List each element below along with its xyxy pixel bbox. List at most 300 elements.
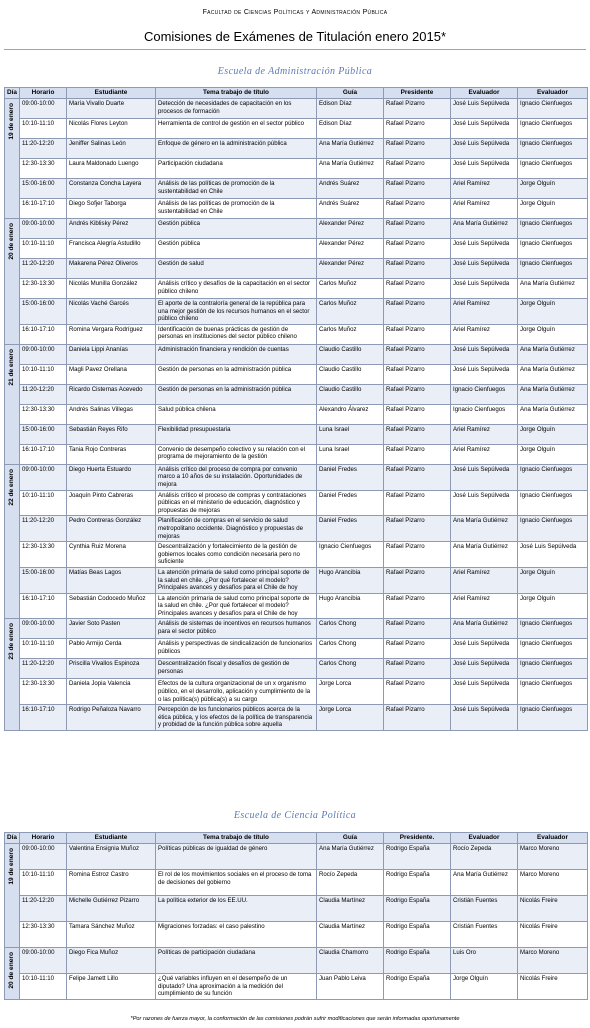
president-cell: Rodrigo España bbox=[384, 974, 451, 1000]
topic-cell: Detección de necesidades de capacitación en los procesos de formación bbox=[156, 99, 317, 119]
table-row bbox=[5, 490, 588, 516]
evaluator-1-cell: José Luis Sepúlveda bbox=[451, 659, 518, 679]
evaluator-2-cell: Ignacio Cienfuegos bbox=[518, 464, 588, 490]
time-cell: 12:30-13:30 bbox=[20, 542, 67, 568]
student-cell: Tamara Sánchez Muñoz bbox=[67, 922, 156, 948]
guide-cell: Carlos Chong bbox=[317, 659, 384, 679]
president-cell: Rodrigo España bbox=[384, 948, 451, 974]
president-cell: Rodrigo España bbox=[384, 896, 451, 922]
evaluator-1-cell: José Luis Sepúlveda bbox=[451, 464, 518, 490]
topic-cell: La atención primaria de salud como principal soporte de la salud en chile. ¿Por qué fortalecer el modelo? Principales avances y desafíos para el Chile de hoy bbox=[156, 567, 317, 593]
evaluator-1-cell: José Luis Sepúlveda bbox=[451, 279, 518, 299]
table-header-row bbox=[5, 88, 588, 99]
col-header-guide: Guía bbox=[317, 833, 384, 844]
student-cell: Sebastián Reyes Rifo bbox=[67, 424, 156, 444]
guide-cell: Alexandro Álvarez bbox=[317, 404, 384, 424]
table-header-row bbox=[5, 833, 588, 844]
day-cell bbox=[5, 464, 20, 619]
guide-cell: Edison Díaz bbox=[317, 99, 384, 119]
table-row bbox=[5, 344, 588, 364]
time-cell: 10:10-11:10 bbox=[20, 974, 67, 1000]
student-cell: Joaquín Pinto Cabreras bbox=[67, 490, 156, 516]
president-cell: Rafael Pizarro bbox=[384, 179, 451, 199]
president-cell: Rafael Pizarro bbox=[384, 364, 451, 384]
topic-cell: Gestión de personas en la administración pública bbox=[156, 384, 317, 404]
guide-cell: Rocío Zepeda bbox=[317, 870, 384, 896]
president-cell: Rafael Pizarro bbox=[384, 542, 451, 568]
evaluator-1-cell: José Luis Sepúlveda bbox=[451, 139, 518, 159]
guide-cell: Ana María Gutiérrez bbox=[317, 159, 384, 179]
evaluator-2-cell: Jorge Olguín bbox=[518, 199, 588, 219]
president-cell: Rafael Pizarro bbox=[384, 139, 451, 159]
guide-cell: Claudia Martínez bbox=[317, 922, 384, 948]
time-cell: 10:10-11:10 bbox=[20, 119, 67, 139]
topic-cell: Análisis de sistemas de incentivos en recursos humanos para el sector público bbox=[156, 619, 317, 639]
time-cell: 10:10-11:10 bbox=[20, 490, 67, 516]
table-row bbox=[5, 199, 588, 219]
evaluator-2-cell: Ana María Gutiérrez bbox=[518, 384, 588, 404]
guide-cell: Ana María Gutiérrez bbox=[317, 139, 384, 159]
col-header-guide: Guía bbox=[317, 88, 384, 99]
topic-cell: El aporte de la contraloría general de la república para una mejor gestión de los recursos humanos en el sector público chileno bbox=[156, 299, 317, 325]
col-header-student: Estudiante bbox=[67, 833, 156, 844]
time-cell: 11:20-12:20 bbox=[20, 259, 67, 279]
student-cell: Francisca Alegría Astudillo bbox=[67, 239, 156, 259]
president-cell: Rafael Pizarro bbox=[384, 705, 451, 731]
schedule-body-politics bbox=[5, 844, 588, 1000]
evaluator-2-cell: Jorge Olguín bbox=[518, 424, 588, 444]
topic-cell: La política exterior de los EE.UU. bbox=[156, 896, 317, 922]
student-cell: Nicolás Flores Leyton bbox=[67, 119, 156, 139]
time-cell: 09:00-10:00 bbox=[20, 344, 67, 364]
day-label: 20 de enero bbox=[8, 223, 16, 260]
topic-cell: Efectos de la cultura organizacional de un x organismo público, en el desarrollo, aplicación y cumplimiento de la o las política(s) pública(s) a su cargo bbox=[156, 679, 317, 705]
evaluator-1-cell: Ana María Gutiérrez bbox=[451, 516, 518, 542]
guide-cell: Juan Pablo Leiva bbox=[317, 974, 384, 1000]
evaluator-2-cell: Ignacio Cienfuegos bbox=[518, 159, 588, 179]
table-row bbox=[5, 567, 588, 593]
student-cell: Romina Vergara Rodríguez bbox=[67, 324, 156, 344]
table-row bbox=[5, 948, 588, 974]
schedule-body-admin bbox=[5, 99, 588, 731]
table-row bbox=[5, 516, 588, 542]
guide-cell: Ignacio Cienfuegos bbox=[317, 542, 384, 568]
evaluator-1-cell: José Luis Sepúlveda bbox=[451, 259, 518, 279]
president-cell: Rodrigo España bbox=[384, 844, 451, 870]
evaluator-2-cell: Ignacio Cienfuegos bbox=[518, 639, 588, 659]
president-cell: Rafael Pizarro bbox=[384, 219, 451, 239]
topic-cell: Identificación de buenas prácticas de gestión de personas en instituciones del sector público chileno bbox=[156, 324, 317, 344]
topic-cell: Convenio de desempeño colectivo y su relación con el programa de mejoramiento de la gestión bbox=[156, 444, 317, 464]
guide-cell: Hugo Arancibia bbox=[317, 567, 384, 593]
president-cell: Rafael Pizarro bbox=[384, 344, 451, 364]
president-cell: Rafael Pizarro bbox=[384, 239, 451, 259]
table-row bbox=[5, 444, 588, 464]
col-header-evaluator-1: Evaluador bbox=[451, 833, 518, 844]
evaluator-2-cell: Nicolás Freire bbox=[518, 896, 588, 922]
day-cell bbox=[5, 344, 20, 464]
student-cell: Michelle Gutiérrez Pizarro bbox=[67, 896, 156, 922]
table-row bbox=[5, 384, 588, 404]
student-cell: Felipe Jamett Lillo bbox=[67, 974, 156, 1000]
student-cell: Jeniffer Salinas León bbox=[67, 139, 156, 159]
guide-cell: Alexander Pérez bbox=[317, 259, 384, 279]
evaluator-1-cell: Jorge Olguín bbox=[451, 974, 518, 1000]
title-divider bbox=[4, 49, 586, 50]
topic-cell: Gestión pública bbox=[156, 219, 317, 239]
time-cell: 16:10-17:10 bbox=[20, 593, 67, 619]
president-cell: Rafael Pizarro bbox=[384, 490, 451, 516]
table-row bbox=[5, 922, 588, 948]
table-row bbox=[5, 659, 588, 679]
guide-cell: Claudio Castillo bbox=[317, 384, 384, 404]
evaluator-2-cell: Nicolás Freire bbox=[518, 974, 588, 1000]
guide-cell: Edison Díaz bbox=[317, 119, 384, 139]
evaluator-2-cell: Ignacio Cienfuegos bbox=[518, 619, 588, 639]
topic-cell: Políticas de participación ciudadana bbox=[156, 948, 317, 974]
president-cell: Rafael Pizarro bbox=[384, 659, 451, 679]
student-cell: Nicolás Vaché Garcés bbox=[67, 299, 156, 325]
topic-cell: Percepción de los funcionarios públicos acerca de la ética pública, y los efectos de la política de transparencia y probidad de la función pública sobre aquella bbox=[156, 705, 317, 731]
evaluator-1-cell: Ariel Ramírez bbox=[451, 567, 518, 593]
evaluator-1-cell: Cristián Fuentes bbox=[451, 922, 518, 948]
evaluator-2-cell: Ana María Gutiérrez bbox=[518, 344, 588, 364]
topic-cell: Descentralización y fortalecimiento de la gestión de gobiernos locales como condición necesaria pero no suficiente bbox=[156, 542, 317, 568]
guide-cell: Daniel Fredes bbox=[317, 464, 384, 490]
guide-cell: Claudia Martínez bbox=[317, 896, 384, 922]
table-row bbox=[5, 179, 588, 199]
table-row bbox=[5, 974, 588, 1000]
col-header-day: Día bbox=[5, 88, 20, 99]
president-cell: Rafael Pizarro bbox=[384, 424, 451, 444]
time-cell: 12:30-13:30 bbox=[20, 159, 67, 179]
evaluator-2-cell: Ignacio Cienfuegos bbox=[518, 659, 588, 679]
president-cell: Rodrigo España bbox=[384, 870, 451, 896]
guide-cell: Daniel Fredes bbox=[317, 490, 384, 516]
time-cell: 12:30-13:30 bbox=[20, 922, 67, 948]
guide-cell: Carlos Chong bbox=[317, 619, 384, 639]
col-header-time: Horario bbox=[20, 833, 67, 844]
student-cell: Diego Huerta Estuardo bbox=[67, 464, 156, 490]
day-cell bbox=[5, 619, 20, 731]
president-cell: Rafael Pizarro bbox=[384, 567, 451, 593]
guide-cell: Alexander Pérez bbox=[317, 219, 384, 239]
topic-cell: Análisis crítico el proceso de compras y contrataciones públicas en el ministerio de educación, diagnóstico y propuestas de mejoras bbox=[156, 490, 317, 516]
topic-cell: Administración financiera y rendición de cuentas bbox=[156, 344, 317, 364]
topic-cell: Enfoque de género en la administración pública bbox=[156, 139, 317, 159]
guide-cell: Luna Israel bbox=[317, 444, 384, 464]
time-cell: 12:30-13:30 bbox=[20, 404, 67, 424]
president-cell: Rafael Pizarro bbox=[384, 679, 451, 705]
student-cell: Ricardo Cisternas Acevedo bbox=[67, 384, 156, 404]
table-row bbox=[5, 639, 588, 659]
guide-cell: Jorge Lorca bbox=[317, 679, 384, 705]
time-cell: 12:30-13:30 bbox=[20, 679, 67, 705]
col-header-topic: Tema trabajo de título bbox=[156, 88, 317, 99]
topic-cell: Análisis crítico y desafíos de la capacitación en el sector público chileno bbox=[156, 279, 317, 299]
guide-cell: Carlos Muñoz bbox=[317, 279, 384, 299]
president-cell: Rafael Pizarro bbox=[384, 619, 451, 639]
evaluator-1-cell: José Luis Sepúlveda bbox=[451, 705, 518, 731]
table-row bbox=[5, 896, 588, 922]
time-cell: 10:10-11:10 bbox=[20, 639, 67, 659]
president-cell: Rafael Pizarro bbox=[384, 384, 451, 404]
evaluator-2-cell: Ignacio Cienfuegos bbox=[518, 139, 588, 159]
evaluator-2-cell: Ana María Gutiérrez bbox=[518, 364, 588, 384]
student-cell: Constanza Concha Layera bbox=[67, 179, 156, 199]
evaluator-2-cell: Jorge Olguín bbox=[518, 324, 588, 344]
time-cell: 09:00-10:00 bbox=[20, 619, 67, 639]
evaluator-2-cell: Marco Moreno bbox=[518, 844, 588, 870]
evaluator-1-cell: Ana María Gutiérrez bbox=[451, 870, 518, 896]
president-cell: Rafael Pizarro bbox=[384, 444, 451, 464]
evaluator-2-cell: Ignacio Cienfuegos bbox=[518, 99, 588, 119]
school-title-politics: Escuela de Ciencia Política bbox=[233, 810, 357, 821]
evaluator-2-cell: Ignacio Cienfuegos bbox=[518, 219, 588, 239]
evaluator-1-cell: Ana María Gutiérrez bbox=[451, 619, 518, 639]
topic-cell: El rol de los movimientos sociales en el proceso de toma de decisiones del gobierno bbox=[156, 870, 317, 896]
time-cell: 16:10-17:10 bbox=[20, 444, 67, 464]
topic-cell: Flexibilidad presupuestaria bbox=[156, 424, 317, 444]
col-header-evaluator-1: Evaluador bbox=[451, 88, 518, 99]
table-row bbox=[5, 239, 588, 259]
student-cell: Daniela Lippi Ananías bbox=[67, 344, 156, 364]
evaluator-1-cell: Ariel Ramírez bbox=[451, 593, 518, 619]
table-row bbox=[5, 159, 588, 179]
guide-cell: Luna Israel bbox=[317, 424, 384, 444]
topic-cell: Salud pública chilena bbox=[156, 404, 317, 424]
evaluator-2-cell: Nicolás Freire bbox=[518, 922, 588, 948]
col-header-evaluator-2: Evaluador bbox=[518, 88, 588, 99]
evaluator-2-cell: Jorge Olguín bbox=[518, 179, 588, 199]
student-cell: Romina Estroz Castro bbox=[67, 870, 156, 896]
guide-cell: Claudio Castillo bbox=[317, 364, 384, 384]
topic-cell: Análisis de las políticas de promoción de la sustentabilidad en Chile bbox=[156, 179, 317, 199]
schedule-table-politics bbox=[4, 832, 588, 1000]
day-cell bbox=[5, 99, 20, 219]
president-cell: Rafael Pizarro bbox=[384, 199, 451, 219]
evaluator-2-cell: José Luis Sepúlveda bbox=[518, 542, 588, 568]
table-row bbox=[5, 119, 588, 139]
student-cell: Tania Rojo Contreras bbox=[67, 444, 156, 464]
student-cell: Valentina Ensignia Muñoz bbox=[67, 844, 156, 870]
evaluator-1-cell: Cristián Fuentes bbox=[451, 896, 518, 922]
table-row bbox=[5, 324, 588, 344]
time-cell: 16:10-17:10 bbox=[20, 705, 67, 731]
evaluator-1-cell: José Luis Sepúlveda bbox=[451, 679, 518, 705]
time-cell: 10:10-11:10 bbox=[20, 870, 67, 896]
topic-cell: Participación ciudadana bbox=[156, 159, 317, 179]
table-row bbox=[5, 99, 588, 119]
evaluator-1-cell: José Luis Sepúlveda bbox=[451, 159, 518, 179]
president-cell: Rafael Pizarro bbox=[384, 516, 451, 542]
guide-cell: Claudia Chamorro bbox=[317, 948, 384, 974]
president-cell: Rafael Pizarro bbox=[384, 404, 451, 424]
time-cell: 15:00-16:00 bbox=[20, 567, 67, 593]
day-label: 22 de enero bbox=[8, 468, 16, 506]
student-cell: Pedro Contreras González bbox=[67, 516, 156, 542]
evaluator-2-cell: Ignacio Cienfuegos bbox=[518, 516, 588, 542]
evaluator-2-cell: Jorge Olguín bbox=[518, 444, 588, 464]
day-cell bbox=[5, 844, 20, 948]
president-cell: Rafael Pizarro bbox=[384, 159, 451, 179]
col-header-evaluator-2: Evaluador bbox=[518, 833, 588, 844]
evaluator-2-cell: Ignacio Cienfuegos bbox=[518, 239, 588, 259]
evaluator-1-cell: Ana María Gutiérrez bbox=[451, 542, 518, 568]
evaluator-2-cell: Marco Moreno bbox=[518, 948, 588, 974]
table-row bbox=[5, 542, 588, 568]
topic-cell: Gestión de personas en la administración pública bbox=[156, 364, 317, 384]
schedule-table-admin bbox=[4, 87, 588, 731]
guide-cell: Carlos Muñoz bbox=[317, 324, 384, 344]
time-cell: 09:00-10:00 bbox=[20, 844, 67, 870]
topic-cell: Descentralización fiscal y desafíos de gestión de personas bbox=[156, 659, 317, 679]
table-row bbox=[5, 364, 588, 384]
president-cell: Rafael Pizarro bbox=[384, 279, 451, 299]
table-row bbox=[5, 299, 588, 325]
table-row bbox=[5, 279, 588, 299]
time-cell: 15:00-16:00 bbox=[20, 179, 67, 199]
col-header-time: Horario bbox=[20, 88, 67, 99]
table-row bbox=[5, 619, 588, 639]
president-cell: Rafael Pizarro bbox=[384, 639, 451, 659]
day-label: 19 de enero bbox=[8, 103, 16, 140]
student-cell: Nicolás Munilla González bbox=[67, 279, 156, 299]
topic-cell: Herramienta de control de gestión en el sector público bbox=[156, 119, 317, 139]
student-cell: Andrés Salinas Villegas bbox=[67, 404, 156, 424]
day-label: 23 de enero bbox=[8, 623, 16, 661]
time-cell: 15:00-16:00 bbox=[20, 299, 67, 325]
student-cell: Daniela Jopia Valencia bbox=[67, 679, 156, 705]
topic-cell: ¿Qué variables influyen en el desempeño de un diputado? Una aproximación a la medición del cumplimiento de su función bbox=[156, 974, 317, 1000]
evaluator-2-cell: Marco Moreno bbox=[518, 870, 588, 896]
table-row bbox=[5, 259, 588, 279]
evaluator-1-cell: Ana María Gutiérrez bbox=[451, 219, 518, 239]
day-label: 20 de enero bbox=[8, 952, 16, 989]
guide-cell: Carlos Muñoz bbox=[317, 299, 384, 325]
evaluator-2-cell: Ana María Gutiérrez bbox=[518, 404, 588, 424]
student-cell: Andrés Kiblisky Pérez bbox=[67, 219, 156, 239]
day-cell bbox=[5, 948, 20, 1000]
student-cell: Matías Beas Lagos bbox=[67, 567, 156, 593]
evaluator-1-cell: José Luis Sepúlveda bbox=[451, 239, 518, 259]
topic-cell: Gestión de salud bbox=[156, 259, 317, 279]
time-cell: 11:20-12:20 bbox=[20, 659, 67, 679]
table-row bbox=[5, 139, 588, 159]
student-cell: Cynthia Ruiz Morena bbox=[67, 542, 156, 568]
faculty-name: Facultad de Ciencias Políticas y Administración Pública bbox=[202, 9, 388, 16]
guide-cell: Claudio Castillo bbox=[317, 344, 384, 364]
time-cell: 09:00-10:00 bbox=[20, 464, 67, 490]
student-cell: Magli Pavez Orellana bbox=[67, 364, 156, 384]
evaluator-1-cell: Ariel Ramírez bbox=[451, 179, 518, 199]
guide-cell: Alexander Pérez bbox=[317, 239, 384, 259]
topic-cell: Análisis crítico del proceso de compra por convenio marco a 10 años de su instalación. Oportunidades de mejora bbox=[156, 464, 317, 490]
evaluator-1-cell: Rocío Zepeda bbox=[451, 844, 518, 870]
evaluator-1-cell: José Luis Sepúlveda bbox=[451, 364, 518, 384]
topic-cell: Gestión pública bbox=[156, 239, 317, 259]
guide-cell: Andrés Suárez bbox=[317, 199, 384, 219]
evaluator-1-cell: Luis Oro bbox=[451, 948, 518, 974]
table-row bbox=[5, 424, 588, 444]
time-cell: 10:10-11:10 bbox=[20, 364, 67, 384]
evaluator-1-cell: José Luis Sepúlveda bbox=[451, 344, 518, 364]
page-title: Comisiones de Exámenes de Titulación enero 2015* bbox=[143, 29, 447, 44]
time-cell: 11:20-12:20 bbox=[20, 139, 67, 159]
topic-cell: Políticas públicas de igualdad de género bbox=[156, 844, 317, 870]
evaluator-1-cell: José Luis Sepúlveda bbox=[451, 639, 518, 659]
topic-cell: Análisis y perspectivas de sindicalización de funcionarios públicos bbox=[156, 639, 317, 659]
table-row bbox=[5, 404, 588, 424]
evaluator-1-cell: Ariel Ramírez bbox=[451, 299, 518, 325]
president-cell: Rafael Pizarro bbox=[384, 324, 451, 344]
col-header-president: Presidente. bbox=[384, 833, 451, 844]
student-cell: Diego Fica Muñoz bbox=[67, 948, 156, 974]
col-header-topic: Tema trabajo de título bbox=[156, 833, 317, 844]
student-cell: Diego Sofjer Taborga bbox=[67, 199, 156, 219]
evaluator-1-cell: José Luis Sepúlveda bbox=[451, 490, 518, 516]
col-header-president: Presidente bbox=[384, 88, 451, 99]
col-header-day: Día bbox=[5, 833, 20, 844]
evaluator-2-cell: Ignacio Cienfuegos bbox=[518, 679, 588, 705]
president-cell: Rafael Pizarro bbox=[384, 464, 451, 490]
student-cell: Sebastián Codocedo Muñoz bbox=[67, 593, 156, 619]
evaluator-2-cell: Jorge Olguín bbox=[518, 299, 588, 325]
evaluator-2-cell: Ignacio Cienfuegos bbox=[518, 705, 588, 731]
president-cell: Rafael Pizarro bbox=[384, 99, 451, 119]
evaluator-1-cell: José Luis Sepúlveda bbox=[451, 99, 518, 119]
evaluator-1-cell: Ignacio Cienfuegos bbox=[451, 404, 518, 424]
evaluator-2-cell: Ignacio Cienfuegos bbox=[518, 119, 588, 139]
time-cell: 11:20-12:20 bbox=[20, 516, 67, 542]
evaluator-2-cell: Ana María Gutiérrez bbox=[518, 279, 588, 299]
guide-cell: Hugo Arancibia bbox=[317, 593, 384, 619]
evaluator-1-cell: José Luis Sepúlveda bbox=[451, 119, 518, 139]
school-title-admin: Escuela de Administración Pública bbox=[217, 66, 373, 77]
student-cell: María Vivallo Duarte bbox=[67, 99, 156, 119]
table-row bbox=[5, 593, 588, 619]
time-cell: 09:00-10:00 bbox=[20, 948, 67, 974]
president-cell: Rafael Pizarro bbox=[384, 299, 451, 325]
time-cell: 10:10-11:10 bbox=[20, 239, 67, 259]
guide-cell: Daniel Fredes bbox=[317, 516, 384, 542]
evaluator-1-cell: Ariel Ramírez bbox=[451, 444, 518, 464]
guide-cell: Andrés Suárez bbox=[317, 179, 384, 199]
guide-cell: Jorge Lorca bbox=[317, 705, 384, 731]
evaluator-2-cell: Ignacio Cienfuegos bbox=[518, 259, 588, 279]
president-cell: Rafael Pizarro bbox=[384, 119, 451, 139]
table-row bbox=[5, 679, 588, 705]
time-cell: 16:10-17:10 bbox=[20, 199, 67, 219]
time-cell: 11:20-12:20 bbox=[20, 384, 67, 404]
president-cell: Rafael Pizarro bbox=[384, 593, 451, 619]
guide-cell: Ana María Gutiérrez bbox=[317, 844, 384, 870]
evaluator-2-cell: Ignacio Cienfuegos bbox=[518, 490, 588, 516]
student-cell: Javier Soto Pasten bbox=[67, 619, 156, 639]
table-row bbox=[5, 870, 588, 896]
guide-cell: Carlos Chong bbox=[317, 639, 384, 659]
day-label: 21 de enero bbox=[8, 348, 16, 386]
student-cell: Makarena Pérez Oliveros bbox=[67, 259, 156, 279]
col-header-student: Estudiante bbox=[67, 88, 156, 99]
student-cell: Priscilla Vivallos Espinoza bbox=[67, 659, 156, 679]
student-cell: Pablo Armijo Cerda bbox=[67, 639, 156, 659]
president-cell: Rodrigo España bbox=[384, 922, 451, 948]
day-cell bbox=[5, 219, 20, 345]
evaluator-1-cell: Ariel Ramírez bbox=[451, 324, 518, 344]
topic-cell: La atención primaria de salud como principal soporte de la salud en chile. ¿Por qué fortalecer el modelo? Principales avances y desafíos para el Chile de hoy bbox=[156, 593, 317, 619]
footnote: *Por razones de fuerza mayor, la conformación de las comisiones podrán sufrir modificaciones que serán informadas oportunamente bbox=[130, 1016, 460, 1022]
